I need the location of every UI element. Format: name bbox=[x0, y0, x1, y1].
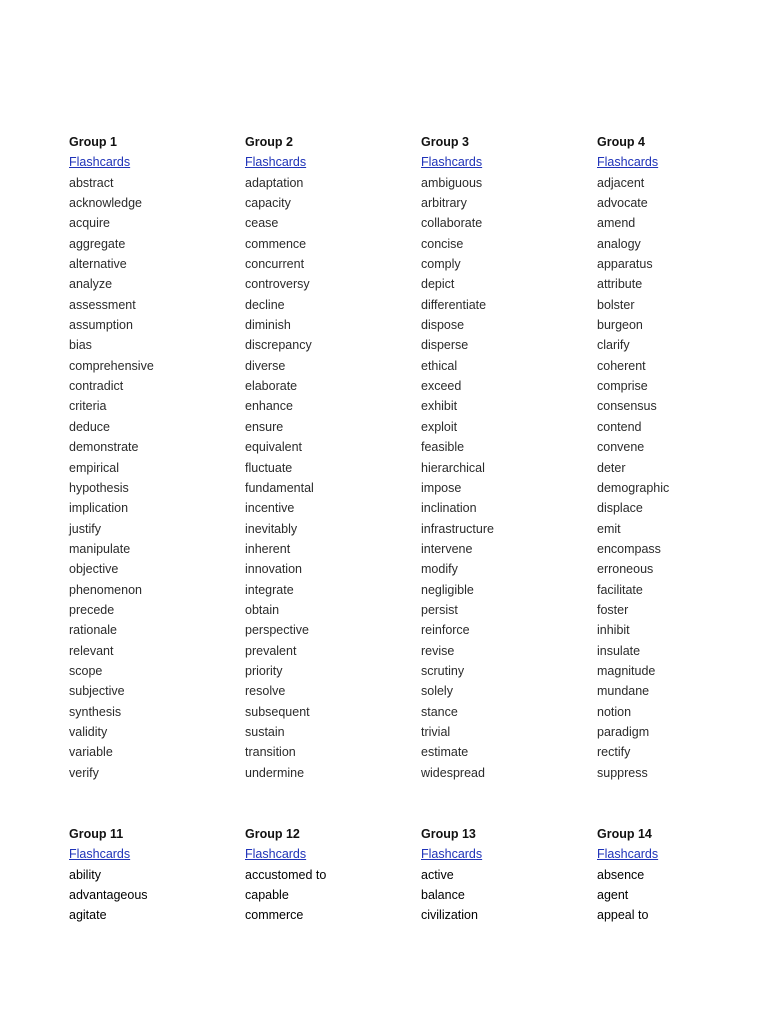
vocab-word: disperse bbox=[421, 338, 469, 353]
vocab-word: rationale bbox=[69, 623, 117, 638]
vocab-word: displace bbox=[597, 501, 643, 516]
group-column bbox=[69, 132, 239, 783]
vocab-word: phenomenon bbox=[69, 582, 142, 597]
vocab-word: contradict bbox=[69, 379, 124, 394]
vocab-word: intervene bbox=[421, 541, 473, 556]
vocab-word: infrastructure bbox=[421, 521, 494, 536]
vocab-word: advocate bbox=[597, 196, 648, 211]
vocab-word: mundane bbox=[597, 684, 650, 699]
vocab-word: solely bbox=[421, 684, 453, 699]
vocab-word: manipulate bbox=[69, 541, 131, 556]
vocab-word: assumption bbox=[69, 318, 133, 333]
vocab-word: exploit bbox=[421, 419, 458, 434]
vocab-word: capable bbox=[245, 888, 289, 903]
flashcards-link[interactable]: Flashcards bbox=[597, 155, 659, 170]
vocab-word: consensus bbox=[597, 399, 657, 414]
vocab-word: diminish bbox=[245, 318, 291, 333]
vocab-word: perspective bbox=[245, 623, 309, 638]
vocab-word: precede bbox=[69, 602, 115, 617]
group-title: Group 14 bbox=[597, 827, 652, 841]
vocab-word: accustomed to bbox=[245, 867, 327, 882]
vocab-word: deduce bbox=[69, 419, 111, 434]
vocab-word: ensure bbox=[245, 419, 284, 434]
vocab-word: analogy bbox=[597, 236, 641, 251]
flashcards-link[interactable]: Flashcards bbox=[69, 155, 131, 170]
vocab-word: inevitably bbox=[245, 521, 298, 536]
vocab-word: contend bbox=[597, 419, 642, 434]
vocab-word: elaborate bbox=[245, 379, 298, 394]
vocab-word: bias bbox=[69, 338, 92, 353]
vocab-word: civilization bbox=[421, 908, 478, 923]
vocab-word: validity bbox=[69, 724, 108, 739]
vocab-word: justify bbox=[69, 521, 101, 536]
flashcards-link[interactable]: Flashcards bbox=[245, 847, 307, 862]
vocab-word: foster bbox=[597, 602, 629, 617]
vocab-word: ambiguous bbox=[421, 175, 483, 190]
vocab-word: differentiate bbox=[421, 297, 487, 312]
vocab-word: prevalent bbox=[245, 643, 297, 658]
group-title: Group 11 bbox=[69, 827, 124, 841]
vocab-word: paradigm bbox=[597, 724, 650, 739]
flashcards-link[interactable]: Flashcards bbox=[597, 847, 659, 862]
vocab-word: coherent bbox=[597, 358, 646, 373]
vocab-word: scope bbox=[69, 663, 103, 678]
group-column bbox=[597, 132, 767, 783]
vocab-word: comply bbox=[421, 257, 461, 272]
vocab-word: depict bbox=[421, 277, 455, 292]
vocab-word: stance bbox=[421, 704, 458, 719]
vocab-word: agent bbox=[597, 888, 629, 903]
vocab-word: insulate bbox=[597, 643, 641, 658]
vocab-word: rectify bbox=[597, 745, 631, 760]
vocab-word: alternative bbox=[69, 257, 127, 272]
group-title: Group 4 bbox=[597, 135, 645, 149]
vocab-word: encompass bbox=[597, 541, 661, 556]
vocab-word: adaptation bbox=[245, 175, 304, 190]
vocab-word: bolster bbox=[597, 297, 635, 312]
vocab-word: subsequent bbox=[245, 704, 310, 719]
vocab-word: apparatus bbox=[597, 257, 653, 272]
vocab-word: implication bbox=[69, 501, 129, 516]
vocab-word: comprise bbox=[597, 379, 648, 394]
vocab-word: inhibit bbox=[597, 623, 630, 638]
vocab-word: verify bbox=[69, 765, 99, 780]
group-title: Group 12 bbox=[245, 827, 300, 841]
vocab-word: objective bbox=[69, 562, 119, 577]
vocab-word: enhance bbox=[245, 399, 293, 414]
vocab-word: hypothesis bbox=[69, 480, 129, 495]
vocab-word: notion bbox=[597, 704, 632, 719]
flashcards-link[interactable]: Flashcards bbox=[245, 155, 307, 170]
vocab-word: amend bbox=[597, 216, 636, 231]
vocab-word: reinforce bbox=[421, 623, 470, 638]
vocab-word: active bbox=[421, 867, 454, 882]
vocab-word: adjacent bbox=[597, 175, 645, 190]
vocab-word: hierarchical bbox=[421, 460, 485, 475]
vocab-word: agitate bbox=[69, 908, 107, 923]
vocab-word: facilitate bbox=[597, 582, 643, 597]
vocab-word: inclination bbox=[421, 501, 477, 516]
vocab-word: concurrent bbox=[245, 257, 305, 272]
vocab-word: collaborate bbox=[421, 216, 483, 231]
vocab-word: feasible bbox=[421, 440, 465, 455]
vocab-word: dispose bbox=[421, 318, 465, 333]
vocab-word: burgeon bbox=[597, 318, 643, 333]
vocab-word: assessment bbox=[69, 297, 136, 312]
vocab-word: obtain bbox=[245, 602, 280, 617]
vocab-word: transition bbox=[245, 745, 296, 760]
vocab-word: trivial bbox=[421, 724, 451, 739]
group-column bbox=[421, 132, 591, 783]
vocab-word: undermine bbox=[245, 765, 305, 780]
vocab-word: appeal to bbox=[597, 908, 649, 923]
vocab-word: comprehensive bbox=[69, 358, 154, 373]
group-column bbox=[597, 824, 767, 926]
vocab-word: deter bbox=[597, 460, 626, 475]
vocab-word: commence bbox=[245, 236, 307, 251]
vocab-word: equivalent bbox=[245, 440, 302, 455]
vocab-word: synthesis bbox=[69, 704, 122, 719]
vocab-word: subjective bbox=[69, 684, 125, 699]
vocab-word: ethical bbox=[421, 358, 458, 373]
vocab-word: estimate bbox=[421, 745, 469, 760]
vocab-word: modify bbox=[421, 562, 458, 577]
vocab-word: impose bbox=[421, 480, 462, 495]
vocab-word: empirical bbox=[69, 460, 120, 475]
vocab-word: criteria bbox=[69, 399, 107, 414]
vocab-word: demonstrate bbox=[69, 440, 139, 455]
vocab-word: decline bbox=[245, 297, 285, 312]
vocab-word: fundamental bbox=[245, 480, 314, 495]
vocab-word: suppress bbox=[597, 765, 648, 780]
group-title: Group 13 bbox=[421, 827, 476, 841]
vocab-word: advantageous bbox=[69, 888, 148, 903]
vocab-word: exhibit bbox=[421, 399, 458, 414]
vocab-word: resolve bbox=[245, 684, 286, 699]
vocab-word: clarify bbox=[597, 338, 630, 353]
vocab-word: priority bbox=[245, 663, 283, 678]
vocab-word: erroneous bbox=[597, 562, 654, 577]
vocab-word: negligible bbox=[421, 582, 474, 597]
vocab-word: exceed bbox=[421, 379, 462, 394]
vocab-word: sustain bbox=[245, 724, 285, 739]
flashcards-link[interactable]: Flashcards bbox=[421, 847, 483, 862]
group-title: Group 3 bbox=[421, 135, 469, 149]
vocab-word: relevant bbox=[69, 643, 114, 658]
vocab-word: analyze bbox=[69, 277, 113, 292]
vocab-word: widespread bbox=[421, 765, 485, 780]
vocab-word: convene bbox=[597, 440, 645, 455]
vocab-word: magnitude bbox=[597, 663, 656, 678]
vocab-word: revise bbox=[421, 643, 455, 658]
vocab-word: incentive bbox=[245, 501, 295, 516]
vocab-word: emit bbox=[597, 521, 621, 536]
vocab-word: absence bbox=[597, 867, 645, 882]
vocab-word: diverse bbox=[245, 358, 286, 373]
vocab-word: balance bbox=[421, 888, 465, 903]
group-column bbox=[245, 824, 415, 926]
vocab-word: acknowledge bbox=[69, 196, 142, 211]
vocab-word: inherent bbox=[245, 541, 291, 556]
vocab-word: persist bbox=[421, 602, 458, 617]
vocab-word: arbitrary bbox=[421, 196, 467, 211]
group-column bbox=[421, 824, 591, 926]
vocab-word: scrutiny bbox=[421, 663, 465, 678]
group-title: Group 2 bbox=[245, 135, 293, 149]
flashcards-link[interactable]: Flashcards bbox=[69, 847, 131, 862]
vocab-word: cease bbox=[245, 216, 279, 231]
vocab-word: integrate bbox=[245, 582, 294, 597]
group-column bbox=[245, 132, 415, 783]
vocab-word: commerce bbox=[245, 908, 304, 923]
vocab-word: abstract bbox=[69, 175, 114, 190]
vocab-word: demographic bbox=[597, 480, 670, 495]
vocab-word: controversy bbox=[245, 277, 310, 292]
vocab-word: concise bbox=[421, 236, 464, 251]
group-title: Group 1 bbox=[69, 135, 117, 149]
vocab-word: discrepancy bbox=[245, 338, 312, 353]
group-column bbox=[69, 824, 239, 926]
vocab-word: attribute bbox=[597, 277, 643, 292]
vocab-word: ability bbox=[69, 867, 101, 882]
vocab-word: capacity bbox=[245, 196, 291, 211]
vocab-word: innovation bbox=[245, 562, 302, 577]
vocab-word: aggregate bbox=[69, 236, 126, 251]
vocab-word: variable bbox=[69, 745, 113, 760]
flashcards-link[interactable]: Flashcards bbox=[421, 155, 483, 170]
vocab-word: acquire bbox=[69, 216, 110, 231]
vocab-word: fluctuate bbox=[245, 460, 293, 475]
